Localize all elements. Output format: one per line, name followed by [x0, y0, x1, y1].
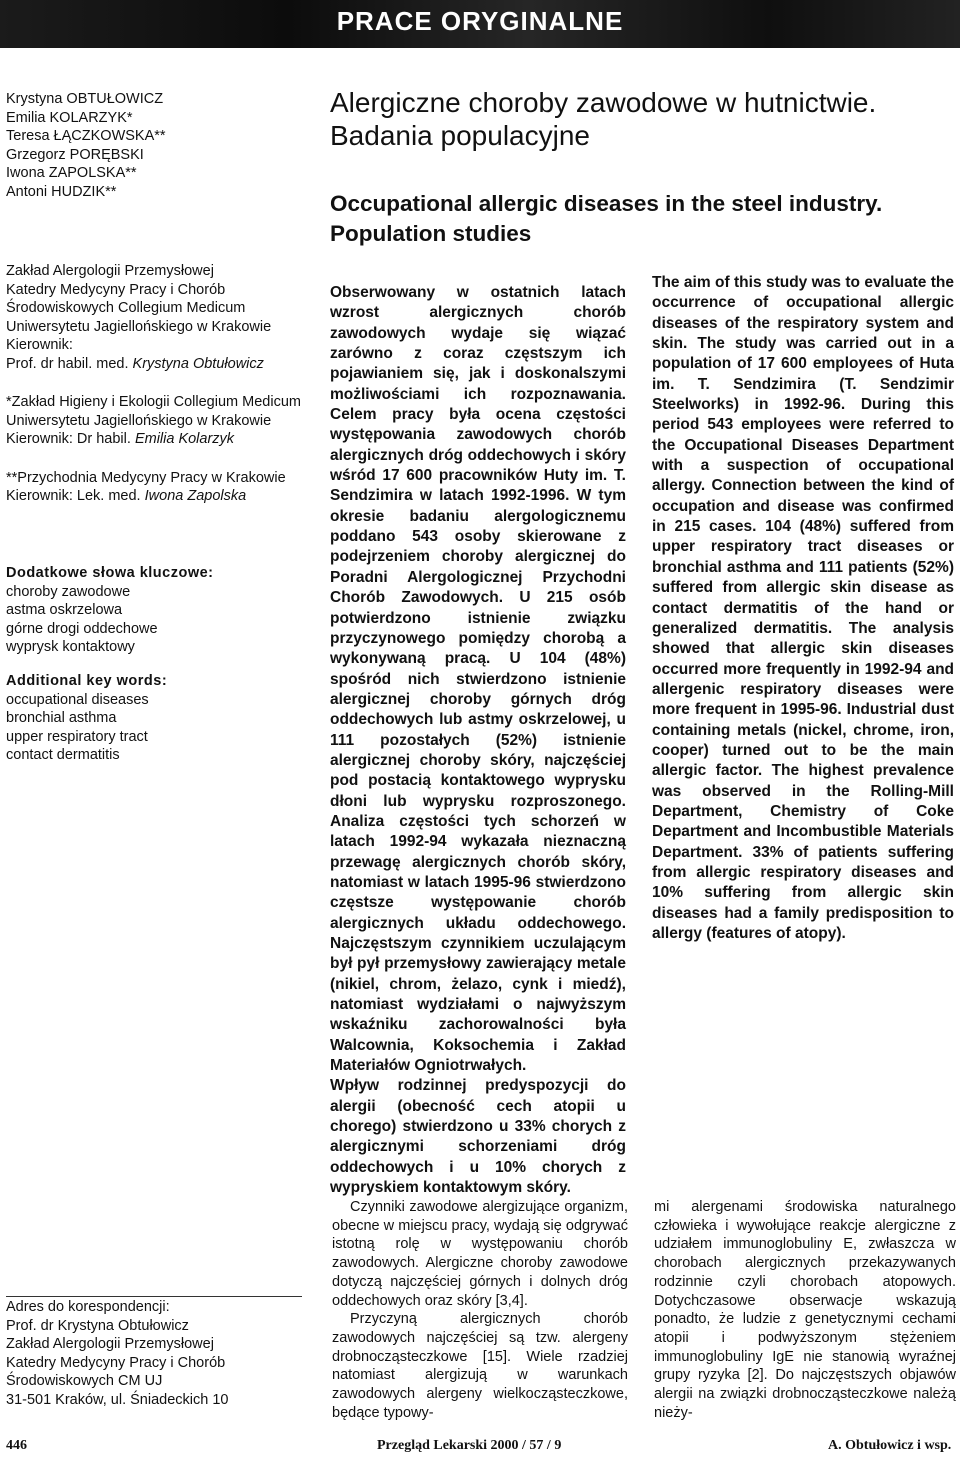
affiliation-main: Zakład Alergologii Przemysłowej Katedry Medycyny Pracy i Chorób Środowiskowych Collegium Medicum Uniwersytetu Jagiellońskiego w Krakowie Kierownik: Prof. dr habil. med. Krystyna Obtułowicz [6, 263, 272, 372]
address-divider [6, 1296, 302, 1297]
keyword-item: astma oskrzelowa [6, 602, 123, 618]
section-title: PRACE ORYGINALNE [336, 6, 624, 36]
body-paragraph: Czynniki zawodowe alergizujące organizm, obecne w miejscu pracy, wydają się odgrywać istotną rolę w występowaniu chorób zawodowych. Alergiczne choroby zawodowe dotyczą najczęściej górnych i dolnych dróg oddechowych oraz skóry [3,4]. [332, 1199, 628, 1309]
author-name: Krystyna OBTUŁOWICZ [6, 91, 164, 107]
keyword-item: upper respiratory tract [6, 728, 148, 745]
body-paragraph: Przyczyną alergicznych chorób zawodowych najczęściej są tzw. alergeny drobnocząsteczkowe [15]. Wiele rzadziej natomiast alergizują w warunkach zawodowych alergeny wielkocząsteczkowe, będące typowy- [332, 1311, 628, 1421]
abstract-paragraph: Obserwowany w ostatnich latach wzrost alergicznych chorób zawodowych wydaje się wiązać zarówno z coraz częstszym ich pojawianiem się, jak i doskonalszymi możliwościami ich rozpoznawania. Celem pracy była ocena częstości występowania zawodowych chorób alergicznych dróg oddechowych i skóry wśród 17 600 pracowników Huty im. T. Sendzimira w latach 1992-1996. W tym okresie badaniu alergologicznemu poddano 543 osoby skierowane z podejrzeniem choroby alergicznej do Poradni Alergologicznej Przychodni Chorób Zawodowych. U 215 osób potwierdzono istnienie związku przyczynowego pomiędzy chorobą a wykonywaną pracą. U 104 (48%) spośród nich stwierdzono istnienie alergicznej choroby górnych dróg oddechowych lub astmy oskrzelowej, u 111 pozostałych (52%) istnienie alergicznej choroby skóry, najczęściej pod postacią kontaktowego wyprysku dłoni lub wyprysku rozproszonego. Analiza częstości tych schorzeń w latach 1992-94 wykazała nieznaczną przewagę alergicznych chorób skóry, natomiast w latach 1995-96 stwierdzono częstsze występowanie chorób alergicznych układu oddechowego. Najczęstszym czynnikiem uczulającym był pył przemysłowy zawierający metale (nikiel, chrom, żelazo, cynk i miedź), natomiast wydziałami o najwyższym wskaźniku zachorowalności była Walcownia, Koksochemia i Zakład Materiałów Ogniotrwałych. [330, 284, 626, 1075]
keyword-item: occupational diseases [6, 691, 149, 708]
correspondence-address: Adres do korespondencji: Prof. dr Krystyna Obtułowicz Zakład Alergologii Przemysłowej Katedry Medycyny Pracy i Chorób Środowiskowych CM UJ 31-501 Kraków, ul. Śniadeckich 10 [6, 1299, 229, 1408]
keywords-english [6, 672, 306, 765]
keywords-heading: Dodatkowe słowa kluczowe: [6, 565, 214, 581]
author-name: Teresa ŁĄCZKOWSKA** [6, 128, 166, 144]
keyword-item: wyprysk kontaktowy [6, 639, 135, 655]
keyword-item: bronchial asthma [6, 710, 117, 726]
abstract-polish [330, 283, 626, 1198]
running-author: A. Obtułowicz i wsp. [828, 1438, 952, 1453]
affiliation-third: **Przychodnia Medycyny Pracy w Krakowie Kierownik: Lek. med. Iwona Zapolska [6, 469, 286, 504]
abstract-paragraph: The aim of this study was to evaluate the occurrence of occupational allergic diseases of the respiratory system and skin. The study was carried out in a population of 17 600 employees of Huta im. T. Sendzimira (T. Sendzimir Steelworks) in 1992-96. During this period 543 employees were referred to the Occupational Diseases Department with a suspection of occupational allergy. Connection between the kind of occupation and disease was confirmed in 215 cases. 104 (48%) suffered from upper respiratory tract diseases or bronchial asthma and 111 patients (52%) suffered from allergic skin disease as contact dermatitis of the hand or generalized dermatitis. The analysis showed that allergic skin diseases occurred more frequently in 1992-94 and allergenic respiratory diseases were more frequent in 1995-96. Industrial dust containing metals (nickel, chrome, iron, cooper) turned out to be the main allergic factor. The highest prevalence was observed in the Rolling-Mill Department, Chemistry of Coke Department and Incombustible Materials Department. 33% of patients suffering from allergic respiratory diseases and 10% suffering from allergic skin diseases had a family predisposition to allergy (features of atopy). [652, 274, 954, 942]
article-title-english: Occupational allergic diseases in the steel industry. Population studies [330, 191, 883, 246]
body-column-1 [332, 1198, 628, 1422]
page-number: 446 [6, 1438, 27, 1453]
section-banner [0, 0, 960, 48]
article-title-polish: Alergiczne choroby zawodowe w hutnictwie. Badania populacyjne [330, 87, 877, 151]
abstract-english [652, 273, 954, 944]
affiliations [6, 262, 306, 526]
affiliation-second: *Zakład Higieny i Ekologii Collegium Medicum Uniwersytetu Jagiellońskiego w Krakowie Kierownik: Dr habil. Emilia Kolarzyk [6, 394, 301, 447]
body-column-2 [654, 1198, 956, 1422]
keywords-heading: Additional key words: [6, 673, 168, 689]
author-name: Iwona ZAPOLSKA** [6, 165, 137, 181]
journal-citation: Przegląd Lekarski 2000 / 57 / 9 [377, 1438, 562, 1453]
author-name: Antoni HUDZIK** [6, 183, 117, 200]
keyword-item: contact dermatitis [6, 747, 120, 763]
keyword-item: choroby zawodowe [6, 583, 131, 600]
keyword-item: górne drogi oddechowe [6, 620, 158, 637]
abstract-paragraph: Wpływ rodzinnej predyspozycji do alergii (obecność cech atopii u chorego) stwierdzono u 33% chorych z alergicznymi schorzeniami dróg oddechowych i u 10% chorych z wypryskiem kontaktowym skóry. [330, 1077, 626, 1197]
page-footer [0, 1438, 960, 1458]
body-paragraph: mi alergenami środowiska naturalnego człowieka i wywołujące reakcje alergiczne z udziałem immunoglobuliny E, zwłaszcza w chorobach alergicznych przekazywanych rodzinnie czyli chorobach atopowych. Dotychczasowe obserwacje wskazują ponadto, że ludzie z genetycznymi cechami atopii i podwyższonym stężeniem immunoglobuliny IgE nie stanowią wyraźnej grupy ryzyka [2]. Do najczęstszych objawów alergii na związki drobnocząsteczkowe należą nieży- [654, 1199, 956, 1421]
author-list [6, 90, 166, 201]
author-name: Emilia KOLARZYK* [6, 109, 133, 126]
author-name: Grzegorz PORĘBSKI [6, 146, 144, 163]
keywords-polish [6, 564, 306, 657]
